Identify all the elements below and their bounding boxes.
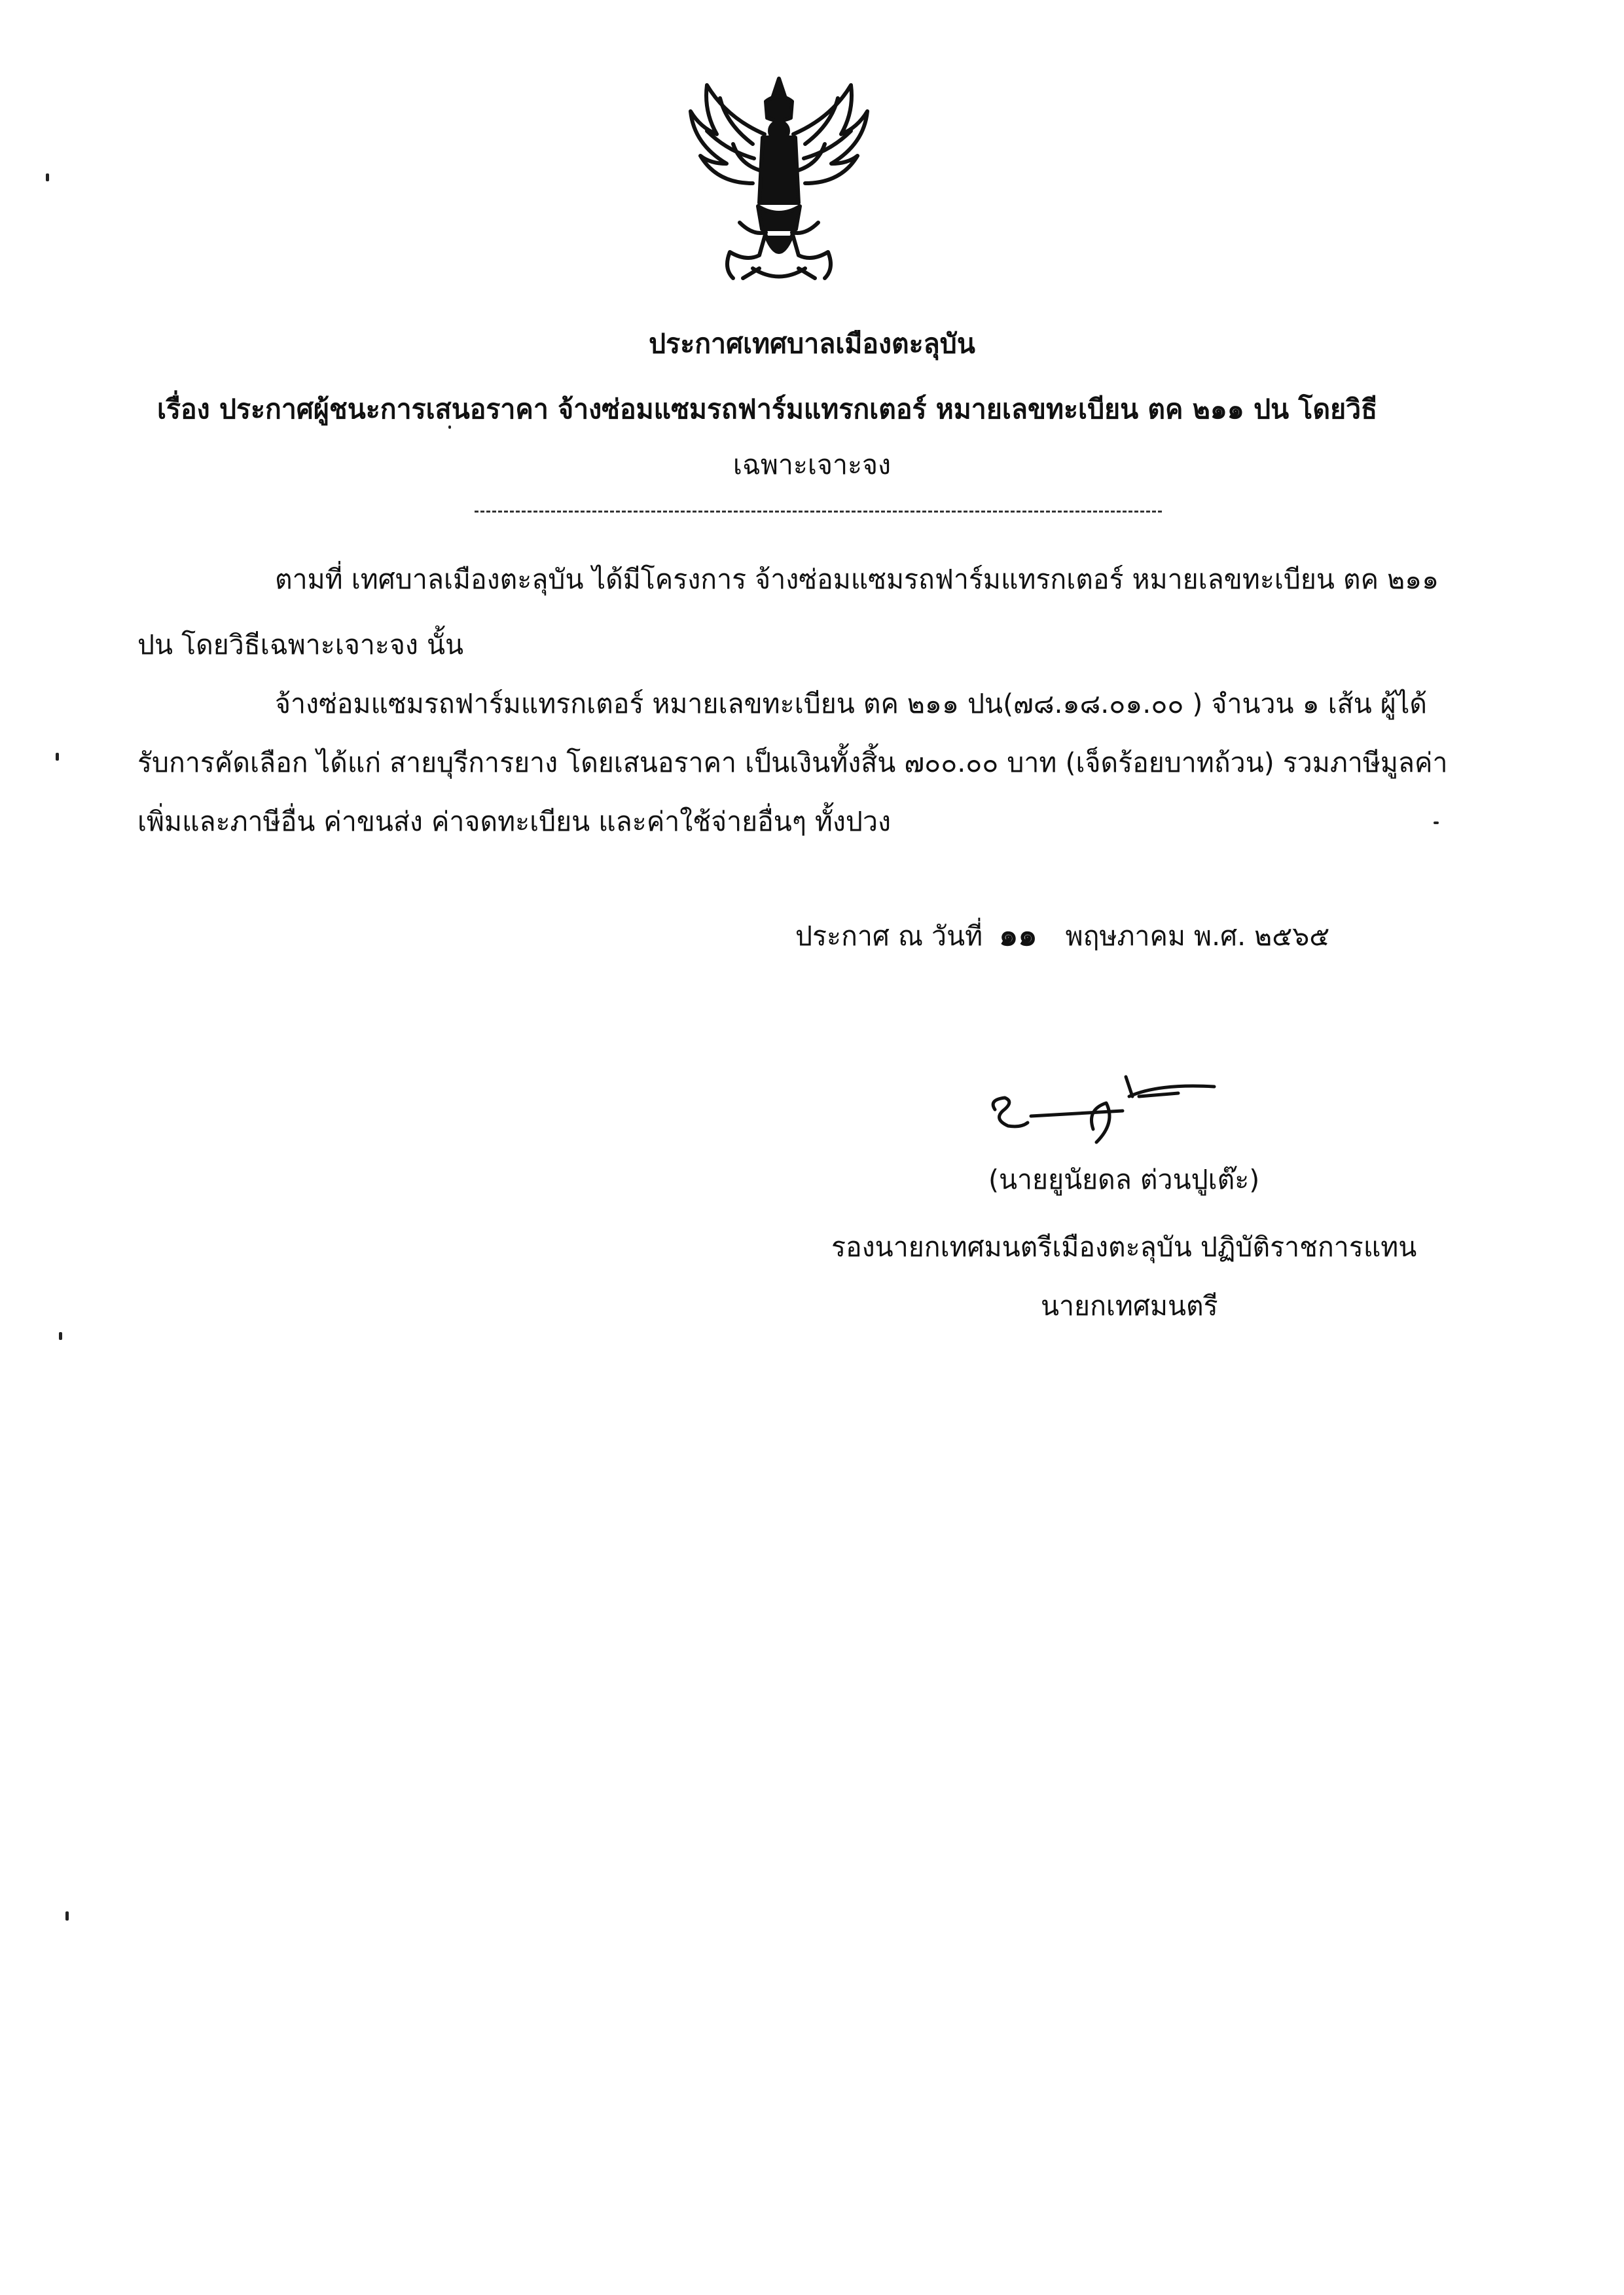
announce-prefix: ประกาศ ณ วันที่ — [795, 920, 983, 952]
announce-date — [795, 917, 1330, 952]
scan-speck — [59, 1332, 62, 1340]
announce-month-year: พฤษภาคม พ.ศ. ๒๕๖๕ — [1065, 920, 1330, 952]
signer-position-line-1: รองนายกเทศมนตรีเมืองตะลุบัน ปฏิบัติราชการแทน — [831, 1231, 1417, 1263]
scan-speck — [46, 173, 49, 181]
signer-position-line-2: นายกเทศมนตรี — [1041, 1290, 1218, 1322]
paragraph-2-line-3: เพิ่มและภาษีอื่น ค่าขนส่ง ค่าจดทะเบียน และค่าใช้จ่ายอื่นๆ ทั้งปวง — [137, 806, 892, 837]
scan-speck — [448, 425, 451, 429]
handwritten-signature — [982, 1070, 1244, 1155]
scan-speck — [65, 1911, 69, 1921]
divider-line — [475, 511, 1162, 513]
paragraph-2-line-1: จ้างซ่อมแซมรถฟาร์มแทรกเตอร์ หมายเลขทะเบียน ตค ๒๑๑ ปน(๗๘.๑๘.๐๑.๐๐ ) จำนวน ๑ เส้น ผู้ได้ — [275, 688, 1428, 719]
announce-day: ๑๑ — [999, 917, 1038, 952]
paragraph-1-line-1: ตามที่ เทศบาลเมืองตะลุบัน ได้มีโครงการ จ้างซ่อมแซมรถฟาร์มแทรกเตอร์ หมายเลขทะเบียน ตค ๒๑๑ — [275, 564, 1439, 595]
subject-line-1: เรื่อง ประกาศผู้ชนะการเสนอราคา จ้างซ่อมแซมรถฟาร์มแทรกเตอร์ หมายเลขทะเบียน ตค ๒๑๑ ปน โดยวิธี — [157, 393, 1378, 425]
garuda-emblem-icon — [681, 72, 877, 288]
scan-speck — [56, 753, 59, 761]
signer-name: (นายยูนัยดล ต่วนปูเต๊ะ) — [988, 1164, 1260, 1195]
document-title: ประกาศเทศบาลเมืองตะลุบัน — [649, 328, 975, 359]
subject-line-2: เฉพาะเจาะจง — [732, 449, 892, 480]
paragraph-2-line-2: รับการคัดเลือก ได้แก่ สายบุรีการยาง โดยเสนอราคา เป็นเงินทั้งสิ้น ๗๐๐.๐๐ บาท (เจ็ดร้อยบาทถ้วน) รวมภาษีมูลค่า — [137, 747, 1448, 778]
paragraph-1-line-2: ปน โดยวิธีเฉพาะเจาะจง นั้น — [137, 629, 464, 660]
scan-speck — [1434, 822, 1439, 824]
